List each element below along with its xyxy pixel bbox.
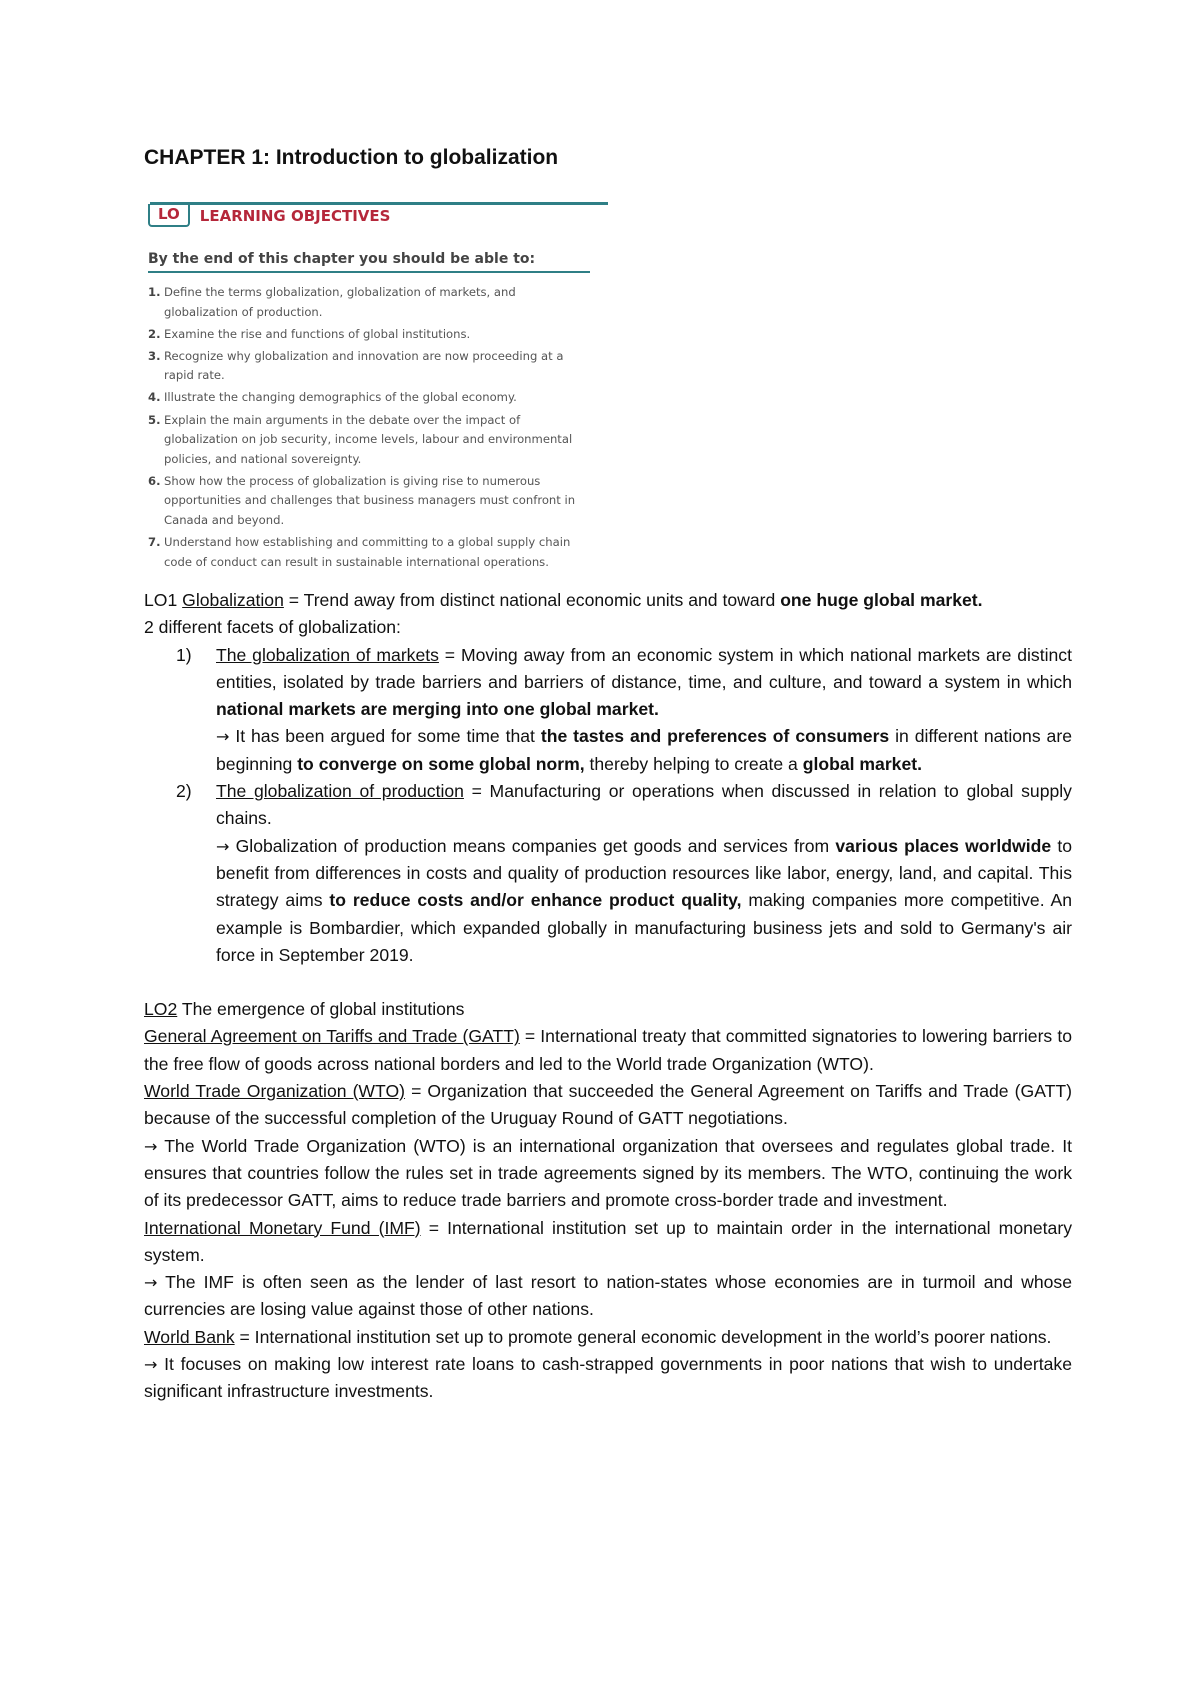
lo-item-number: 7. (148, 535, 161, 550)
facet-note-bold: to converge on some global norm, (297, 753, 585, 774)
lo-item (148, 472, 593, 531)
facet-note: It has been argued for some time that (229, 726, 541, 747)
gatt-definition (144, 1023, 1072, 1078)
imf-definition (144, 1215, 1072, 1270)
list-item-number-text: 2) (176, 781, 192, 802)
lo-subheading: By the end of this chapter you should be able to: (148, 251, 590, 273)
chapter-title: CHAPTER 1: Introduction to globalization (144, 146, 559, 169)
list-item-body (216, 778, 1072, 969)
arrow-icon: → (144, 1136, 158, 1156)
lo-item-text: Recognize why globalization and innovation are now proceeding at a rapid rate. (164, 348, 564, 383)
worldbank-note (144, 1351, 1072, 1406)
lo-item-number: 5. (148, 412, 161, 427)
lo1-term: Globalization (182, 590, 284, 610)
lo-item (148, 533, 593, 572)
list-item-body (216, 642, 1072, 778)
lo-item-number: 3. (148, 348, 161, 363)
worldbank-def: = International institution set up to promote general economic development in the world’s poorer nations. (234, 1326, 1052, 1347)
facet-note: making companies more competitive. An example is Bombardier, which expanded globally in manufacturing business jets and sold to Germany's air force in September 2019. (216, 890, 1072, 965)
wto-term: World Trade Organization (WTO) (144, 1081, 406, 1102)
lo-item-text: Understand how establishing and committing to a global supply chain code of conduct can result in sustainable international operations. (164, 535, 571, 569)
wto-note (144, 1133, 1072, 1215)
facet-note: to benefit from differences in costs and quality of production resources like labor, energy, land, and capital. This strategy aims (216, 835, 1073, 911)
list-item-number (144, 642, 216, 778)
lo2-heading-text: The emergence of global institutions (177, 999, 465, 1020)
learning-objectives-box (148, 202, 608, 575)
facet-def: = Manufacturing or operations when discussed in relation to global supply chains. (216, 781, 1072, 829)
lo1-facets-intro: 2 different facets of globalization: (144, 617, 401, 638)
wto-def: = Organization that succeeded the General Agreement on Tariffs and Trade (GATT) because of the successful completion of the Uruguay Round of GATT negotiations. (144, 1081, 1072, 1129)
facet-note-bold: various places worldwide (835, 835, 1052, 856)
lo-item-text: Show how the process of globalization is giving rise to numerous opportunities and challenges that business managers must confront in Canada and beyond. (164, 473, 576, 528)
list-item (144, 778, 1072, 969)
imf-note-text: The IMF is often seen as the lender of last resort to nation-states whose economies are in turmoil and whose currencies are losing value against those of other nations. (144, 1272, 1072, 1320)
lo1-definition (144, 587, 1072, 614)
wto-definition (144, 1078, 1072, 1133)
lo-item-text: Define the terms globalization, globalization of markets, and globalization of production. (164, 285, 516, 319)
lo-item-text: Examine the rise and functions of global institutions. (164, 326, 471, 341)
arrow-icon: → (144, 1273, 158, 1293)
lo-item-number: 2. (148, 326, 161, 341)
lo-item-text: Illustrate the changing demographics of the global economy. (164, 390, 517, 405)
lo-badge: LO (148, 204, 190, 227)
arrow-icon: → (144, 1355, 158, 1375)
gatt-term: General Agreement on Tariffs and Trade (GATT) (144, 1026, 520, 1047)
section-spacer (144, 969, 1072, 996)
list-item (144, 642, 1072, 778)
lo-item-number: 1. (148, 285, 161, 299)
facet-note: Globalization of production means companies get goods and services from (229, 835, 836, 856)
facet-def: = Moving away from an economic system in which national markets are distinct entities, isolated by trade barriers and barriers of distance, time, and culture, and toward a system in which (216, 644, 1072, 692)
lo-item-text: Explain the main arguments in the debate over the impact of globalization on job security, income levels, labour and environmental policies, and national sovereignty. (164, 412, 573, 466)
gatt-def: = International treaty that committed signatories to lowering barriers to the free flow of goods across national borders and led to the World trade Organization (WTO). (144, 1026, 1072, 1074)
worldbank-definition (144, 1324, 1072, 1351)
arrow-icon: → (216, 836, 230, 856)
document-body (144, 587, 1072, 1406)
facet-note-bold: the tastes and preferences of consumers (540, 726, 890, 747)
wto-note-text: The World Trade Organization (WTO) is an international organization that oversees and regulates global trade. It ensures that countries follow the rules set in trade agreements signed by its members. The WTO, continuing the work of its predecessor GATT, aims to reduce trade barriers and promote cross-border trade and investment. (144, 1135, 1072, 1211)
list-item-number (144, 778, 216, 969)
lo-header (148, 204, 608, 227)
facets-list (144, 642, 1072, 970)
imf-note (144, 1269, 1072, 1324)
imf-term: International Monetary Fund (IMF) (144, 1217, 421, 1238)
facet-term: The globalization of markets (216, 644, 439, 665)
lo-item (148, 283, 593, 322)
arrow-icon: → (216, 727, 230, 747)
lo-heading: LEARNING OBJECTIVES (199, 206, 391, 225)
facet-note: thereby helping to create a (584, 753, 803, 774)
facet-term: The globalization of production (216, 781, 464, 802)
lo1-tag: LO1 (144, 590, 178, 610)
facet-def-bold: national markets are merging into one global market. (216, 699, 659, 720)
lo-item (148, 411, 593, 470)
worldbank-term: World Bank (144, 1326, 235, 1347)
lo-item (148, 347, 593, 386)
lo2-heading (144, 996, 1072, 1023)
imf-def: = International institution set up to maintain order in the international monetary system. (144, 1217, 1072, 1265)
facet-note: in different nations are beginning (216, 726, 1072, 774)
lo1-def-bold: one huge global market. (780, 590, 983, 610)
lo-list (148, 283, 593, 572)
lo-item-number: 4. (148, 390, 161, 405)
lo2-tag: LO2 (144, 999, 178, 1020)
facet-note-bold: to reduce costs and/or enhance product quality, (329, 890, 742, 911)
worldbank-note-text: It focuses on making low interest rate loans to cash-strapped governments in poor nations that wish to undertake significant infrastructure investments. (144, 1354, 1072, 1402)
lo-item (148, 388, 593, 408)
lo-item-number: 6. (148, 473, 161, 488)
lo-item (148, 325, 593, 345)
facet-note-bold: global market. (802, 753, 923, 774)
list-item-number-text: 1) (176, 644, 192, 665)
lo1-def-text: = Trend away from distinct national economic units and toward (283, 590, 781, 610)
